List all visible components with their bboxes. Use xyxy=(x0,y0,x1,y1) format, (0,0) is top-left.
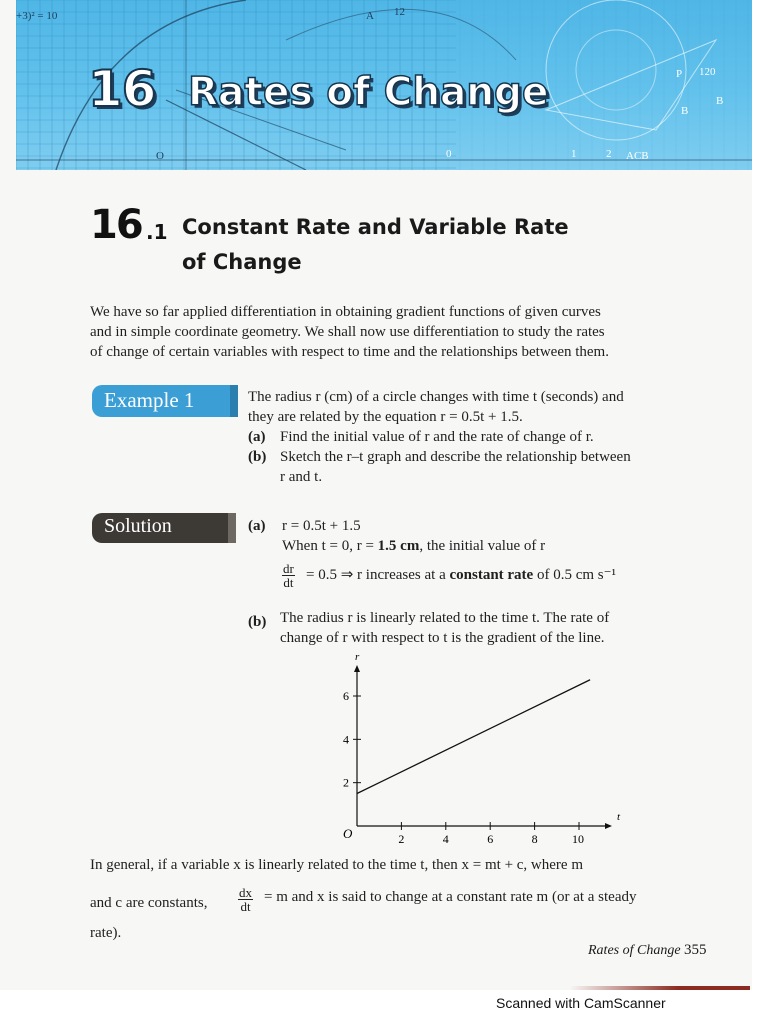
general-text: rate). xyxy=(90,925,122,941)
chapter-number: 16 xyxy=(88,60,156,118)
section-subnumber: .1 xyxy=(146,220,168,244)
y-axis-label: r xyxy=(355,651,360,663)
banner-decor-text: 12 xyxy=(394,6,405,18)
x-tick-label: 4 xyxy=(442,832,449,846)
scanner-watermark: Scanned with CamScanner xyxy=(496,995,666,1011)
banner-decor-text: B xyxy=(716,95,724,107)
solution-equation: r = 0.5t + 1.5 xyxy=(282,518,361,534)
banner-decor-text: B xyxy=(681,105,689,117)
solution-part-label: (a) xyxy=(248,518,266,534)
y-axis-arrow xyxy=(354,665,360,672)
solution-part-label: (b) xyxy=(248,614,267,630)
banner-decor-text: ACB xyxy=(626,150,649,162)
solution-text-pre: When t = 0, r = xyxy=(282,538,378,554)
general-text: and c are constants, xyxy=(90,895,208,911)
section-number: 16 xyxy=(90,202,142,248)
solution-text: The radius r is linearly related to the time t. The rate of xyxy=(280,610,610,626)
banner-decor-text: P xyxy=(676,68,683,80)
chapter-banner xyxy=(16,0,752,170)
y-tick-label: 6 xyxy=(343,689,349,703)
banner-decor-text: A xyxy=(366,10,374,22)
chapter-title: Rates of Change xyxy=(188,70,549,115)
x-axis-label: t xyxy=(617,811,621,823)
solution-label: Solution xyxy=(92,513,232,543)
x-tick-label: 10 xyxy=(572,832,584,846)
y-tick-label: 2 xyxy=(343,775,349,790)
example-text: The radius r (cm) of a circle changes with time t (seconds) and xyxy=(248,389,624,405)
banner-decor-text: 0 xyxy=(446,148,452,160)
banner-decor-text: 2 xyxy=(606,148,612,160)
general-text: In general, if a variable x is linearly related to the time t, then x = mt + c, where m xyxy=(90,857,583,873)
example-part-label: (a) xyxy=(248,429,266,445)
derivative-dx-dt xyxy=(238,886,253,913)
solution-text: change of r with respect to t is the gradient of the line. xyxy=(280,630,605,646)
solution-text xyxy=(306,565,616,585)
solution-text xyxy=(282,536,545,556)
y-tick-label: 4 xyxy=(343,732,349,747)
banner-decor-text: 1 xyxy=(571,148,577,160)
section-title-cont: of Change xyxy=(182,250,302,274)
x-tick-label: 6 xyxy=(487,832,494,846)
x-axis-arrow xyxy=(605,823,612,829)
example-part-text: Sketch the r–t graph and describe the relationship between xyxy=(280,449,631,465)
example-part-text: Find the initial value of r and the rate of change of r. xyxy=(280,429,594,445)
origin-label: O xyxy=(343,826,353,841)
fraction-numerator: dx xyxy=(239,885,252,900)
general-text: = m and x is said to change at a constant rate m (or at a steady xyxy=(264,889,637,905)
intro-line: of change of certain variables with respect to time and the relationships between them. xyxy=(90,344,609,360)
example-text: they are related by the equation r = 0.5t + 1.5. xyxy=(248,409,523,425)
fraction-numerator: dr xyxy=(283,561,294,576)
r-t-graph xyxy=(335,648,635,848)
page-number: 355 xyxy=(684,942,707,958)
banner-decor-text: 120 xyxy=(699,66,716,78)
example-part-label: (b) xyxy=(248,449,267,465)
page-margin xyxy=(752,0,768,1024)
example-label: Example 1 xyxy=(92,385,234,417)
banner-decor-text: O xyxy=(156,150,164,162)
derivative-dr-dt xyxy=(282,562,295,589)
page-footer xyxy=(588,942,707,959)
solution-text-post: , the initial value of r xyxy=(419,538,546,554)
series-line xyxy=(357,680,590,794)
x-tick-label: 2 xyxy=(398,832,405,846)
section-title: Constant Rate and Variable Rate xyxy=(182,215,569,239)
fraction-denominator: dt xyxy=(240,899,251,914)
initial-value: 1.5 cm xyxy=(377,538,420,554)
fraction-denominator: dt xyxy=(283,575,294,590)
intro-line: and in simple coordinate geometry. We shall now use differentiation to study the rates xyxy=(90,324,605,340)
footer-chapter: Rates of Change xyxy=(588,943,681,958)
banner-decor-text: +3)² = 10 xyxy=(16,10,58,22)
example-part-text: r and t. xyxy=(280,469,323,485)
intro-line: We have so far applied differentiation in obtaining gradient functions of given curves xyxy=(90,304,601,320)
x-tick-label: 8 xyxy=(531,832,538,846)
solution-text-pre: = 0.5 ⇒ r increases at a xyxy=(306,567,450,583)
constant-rate: constant rate xyxy=(449,567,534,583)
scan-edge xyxy=(570,986,750,990)
solution-text-post: of 0.5 cm s⁻¹ xyxy=(533,567,617,583)
